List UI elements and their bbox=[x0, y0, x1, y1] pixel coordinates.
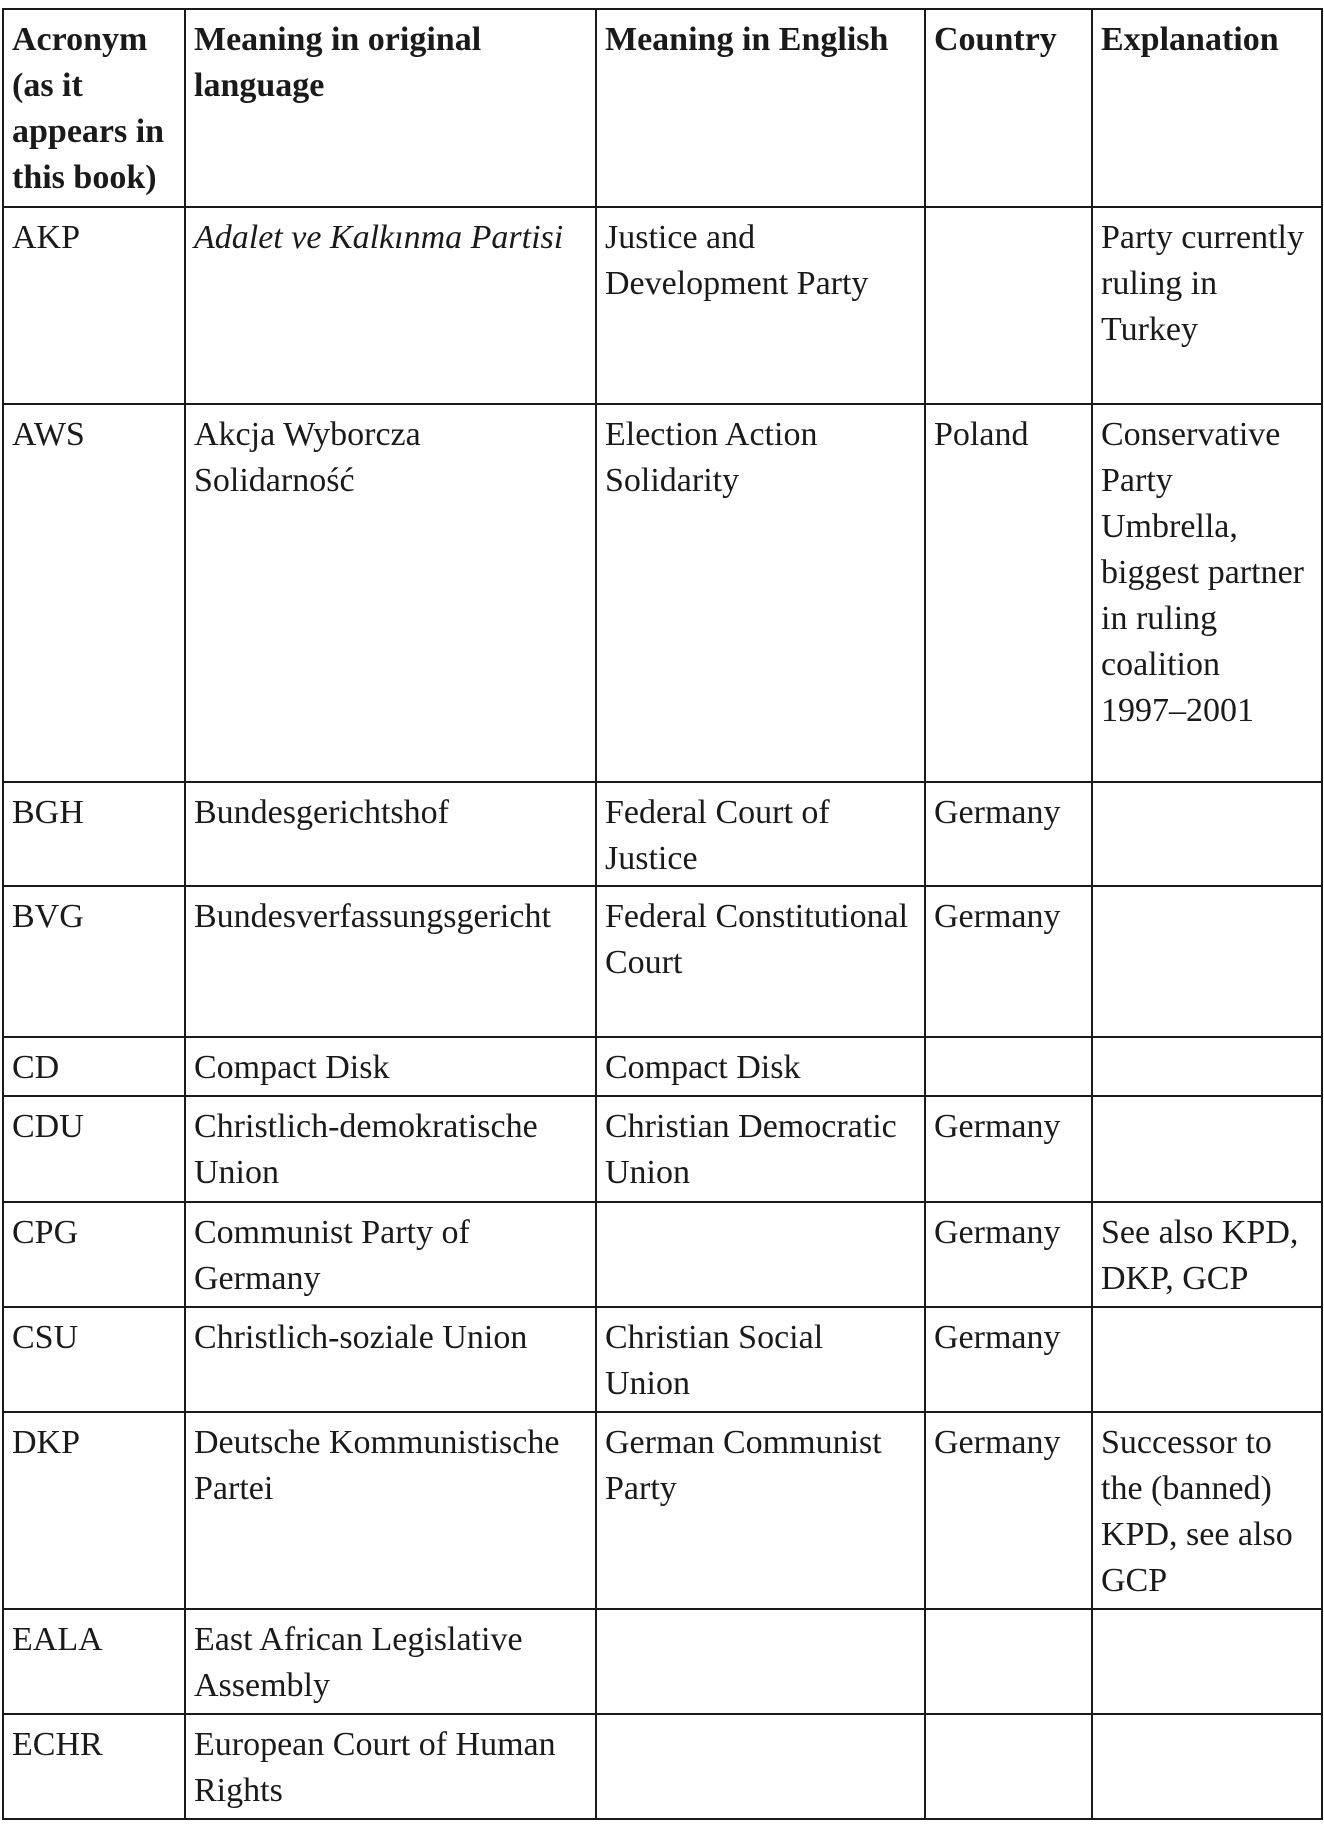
cell-explanation: Conservative Party Umbrella, biggest partner in ruling coalition 1997–2001 bbox=[1092, 404, 1322, 782]
cell-explanation bbox=[1092, 1096, 1322, 1202]
cell-english: German Communist Party bbox=[596, 1412, 925, 1609]
table-header-row bbox=[3, 9, 1322, 207]
cell-country: Germany bbox=[925, 782, 1092, 886]
cell-acronym: DKP bbox=[3, 1412, 185, 1609]
cell-explanation: Party currently ruling in Turkey bbox=[1092, 207, 1322, 404]
cell-original: East African Legislative Assembly bbox=[185, 1609, 596, 1714]
cell-acronym: CD bbox=[3, 1037, 185, 1096]
cell-english: Election Action Solidarity bbox=[596, 404, 925, 782]
table-row bbox=[3, 404, 1322, 782]
cell-explanation bbox=[1092, 886, 1322, 1037]
header-english-meaning: Meaning in English bbox=[596, 9, 925, 207]
table-row bbox=[3, 1307, 1322, 1412]
table-row bbox=[3, 1096, 1322, 1202]
table-row bbox=[3, 1412, 1322, 1609]
cell-acronym: CPG bbox=[3, 1202, 185, 1307]
table-row bbox=[3, 1714, 1322, 1819]
cell-acronym: ECHR bbox=[3, 1714, 185, 1819]
cell-original: Bundesgerichtshof bbox=[185, 782, 596, 886]
cell-acronym: CDU bbox=[3, 1096, 185, 1202]
cell-original: Communist Party of Germany bbox=[185, 1202, 596, 1307]
cell-acronym: BVG bbox=[3, 886, 185, 1037]
cell-explanation bbox=[1092, 1609, 1322, 1714]
cell-country: Germany bbox=[925, 1202, 1092, 1307]
cell-original: Christlich-demokratische Union bbox=[185, 1096, 596, 1202]
cell-country: Poland bbox=[925, 404, 1092, 782]
cell-explanation bbox=[1092, 1307, 1322, 1412]
cell-original: Akcja Wyborcza Solidarność bbox=[185, 404, 596, 782]
cell-country: Germany bbox=[925, 1307, 1092, 1412]
table-row bbox=[3, 1609, 1322, 1714]
cell-english: Federal Court of Justice bbox=[596, 782, 925, 886]
cell-explanation: See also KPD, DKP, GCP bbox=[1092, 1202, 1322, 1307]
cell-english bbox=[596, 1609, 925, 1714]
cell-original: Deutsche Kommunistische Partei bbox=[185, 1412, 596, 1609]
cell-english bbox=[596, 1714, 925, 1819]
cell-country: Germany bbox=[925, 1096, 1092, 1202]
cell-original: European Court of Human Rights bbox=[185, 1714, 596, 1819]
cell-country bbox=[925, 1714, 1092, 1819]
header-explanation: Explanation bbox=[1092, 9, 1322, 207]
header-country: Country bbox=[925, 9, 1092, 207]
cell-country bbox=[925, 1609, 1092, 1714]
cell-acronym: AKP bbox=[3, 207, 185, 404]
cell-acronym: BGH bbox=[3, 782, 185, 886]
cell-explanation bbox=[1092, 1714, 1322, 1819]
cell-acronym: AWS bbox=[3, 404, 185, 782]
cell-english: Justice and Development Party bbox=[596, 207, 925, 404]
table-row bbox=[3, 782, 1322, 886]
acronyms-table bbox=[2, 8, 1323, 1820]
cell-country: Germany bbox=[925, 1412, 1092, 1609]
cell-english: Christian Social Union bbox=[596, 1307, 925, 1412]
cell-country bbox=[925, 1037, 1092, 1096]
cell-explanation bbox=[1092, 1037, 1322, 1096]
header-original-meaning: Meaning in original language bbox=[185, 9, 596, 207]
cell-english: Compact Disk bbox=[596, 1037, 925, 1096]
cell-acronym: EALA bbox=[3, 1609, 185, 1714]
header-acronym: Acronym (as it appears in this book) bbox=[3, 9, 185, 207]
cell-country bbox=[925, 207, 1092, 404]
cell-english: Federal Constitutional Court bbox=[596, 886, 925, 1037]
cell-original: Compact Disk bbox=[185, 1037, 596, 1096]
cell-original: Christlich-soziale Union bbox=[185, 1307, 596, 1412]
table-row bbox=[3, 1037, 1322, 1096]
cell-english bbox=[596, 1202, 925, 1307]
table-row bbox=[3, 207, 1322, 404]
cell-explanation bbox=[1092, 782, 1322, 886]
cell-original: Adalet ve Kalkınma Partisi bbox=[185, 207, 596, 404]
cell-original: Bundesverfassungsgericht bbox=[185, 886, 596, 1037]
table-row bbox=[3, 886, 1322, 1037]
cell-acronym: CSU bbox=[3, 1307, 185, 1412]
cell-explanation: Successor to the (banned) KPD, see also GCP bbox=[1092, 1412, 1322, 1609]
cell-country: Germany bbox=[925, 886, 1092, 1037]
table-row bbox=[3, 1202, 1322, 1307]
cell-english: Christian Democratic Union bbox=[596, 1096, 925, 1202]
